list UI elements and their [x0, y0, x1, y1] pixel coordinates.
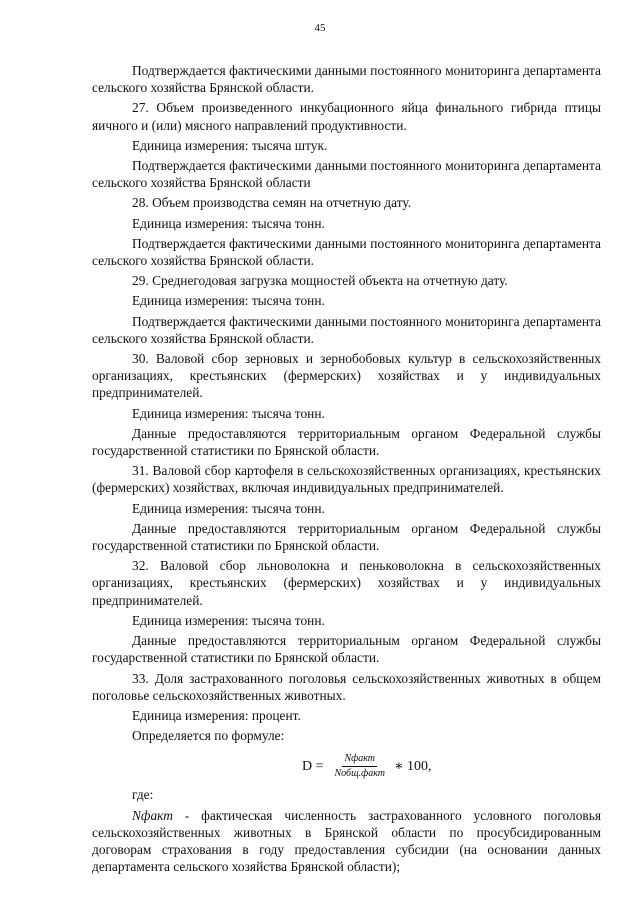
definition-paragraph [92, 807, 601, 876]
formula [92, 748, 601, 784]
page-number: 45 [314, 22, 326, 34]
paragraph: Определяется по формуле: [132, 728, 285, 744]
paragraph: Данные предоставляются территориальным органом Федеральной службы государственной статистики по Брянской области. [92, 520, 601, 554]
indicator-33-title: 33. Доля застрахованного поголовья сельскохозяйственных животных в общем поголовье сельскохозяйственных животных. [92, 670, 601, 703]
indicator-27-title: 27. Объем произведенного инкубационного яйца финального гибрида птицы яичного и (или) мясного направлений продуктивности. [92, 100, 601, 133]
formula-lhs: D = [302, 758, 324, 774]
paragraph: Подтверждается фактическими данными постоянного мониторинга департамента сельского хозяйства Брянской области. [92, 235, 601, 269]
definition-text: - фактическая численность застрахованного условного поголовья сельскохозяйственных животных в Брянской области по просубсидированным договорам страхования в году предоставления субсидии (на основании данных департамента сельского хозяйства Брянской области); [92, 807, 601, 875]
paragraph: Единица измерения: тысяча тонн. [132, 500, 325, 516]
where-label: где: [132, 787, 154, 803]
definition-term: Nфакт [132, 807, 173, 823]
indicator-29-title: 29. Среднегодовая загрузка мощностей объекта на отчетную дату. [132, 273, 508, 289]
formula-rhs: ∗ 100, [394, 758, 432, 774]
paragraph: Данные предоставляются территориальным органом Федеральной службы государственной статистики по Брянской области. [92, 425, 601, 459]
paragraph: Подтверждается фактическими данными постоянного мониторинга департамента сельского хозяйства Брянской области. [92, 63, 601, 96]
paragraph: Данные предоставляются территориальным органом Федеральной службы государственной статистики по Брянской области. [92, 633, 601, 666]
paragraph: Единица измерения: тысяча тонн. [132, 405, 325, 421]
paragraph: Единица измерения: процент. [132, 707, 301, 723]
document-body [92, 62, 601, 875]
formula-numerator: Nфакт [342, 753, 377, 767]
paragraph: Единица измерения: тысяча штук. [132, 137, 328, 153]
indicator-28-title: 28. Объем производства семян на отчетную дату. [132, 195, 412, 211]
formula-fraction [333, 753, 387, 780]
paragraph: Единица измерения: тысяча тонн. [132, 612, 325, 628]
formula-denominator: Nобщ.факт [334, 767, 385, 779]
paragraph: Единица измерения: тысяча тонн. [132, 293, 325, 309]
paragraph: Единица измерения: тысяча тонн. [132, 215, 325, 231]
indicator-31-title: 31. Валовой сбор картофеля в сельскохозяйственных организациях, крестьянских (фермерских) хозяйствах, включая индивидуальных предпринимателей. [92, 463, 601, 496]
indicator-32-title: 32. Валовой сбор льноволокна и пеньковолокна в сельскохозяйственных организациях, крестьянских (фермерских) хозяйствах и у индивидуальных предпринимателей. [92, 558, 601, 608]
indicator-30-title: 30. Валовой сбор зерновых и зернобобовых культур в сельскохозяйственных организациях, крестьянских (фермерских) хозяйствах и у индивидуальных предпринимателей. [92, 351, 601, 401]
paragraph: Подтверждается фактическими данными постоянного мониторинга департамента сельского хозяйства Брянской области. [92, 313, 601, 346]
paragraph: Подтверждается фактическими данными постоянного мониторинга департамента сельского хозяйства Брянской области [92, 158, 601, 191]
